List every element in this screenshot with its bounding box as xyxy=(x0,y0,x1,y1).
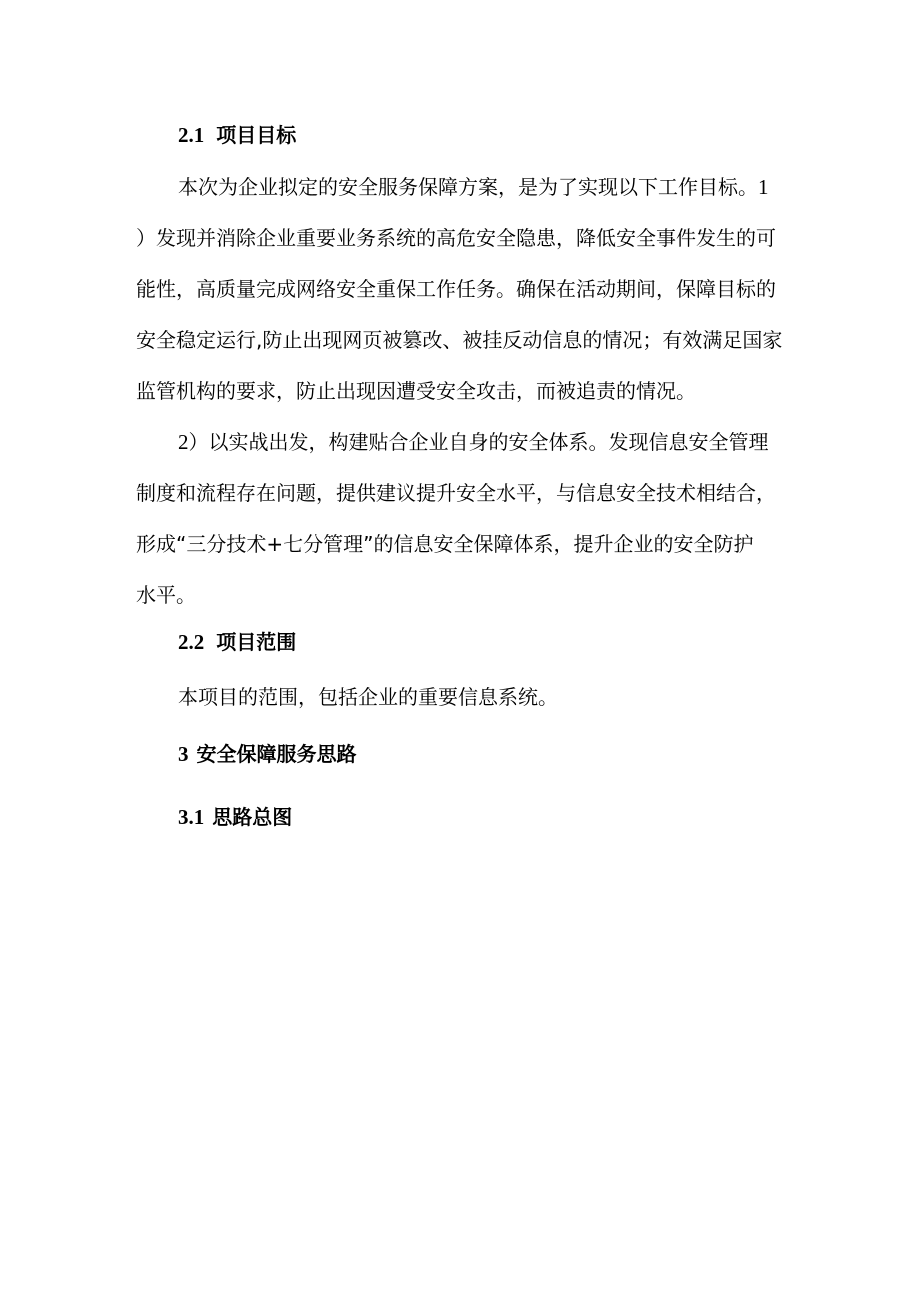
section-title: 项目范围 xyxy=(216,630,297,654)
paragraph-line: 2）以实战出发，构建贴合企业自身的安全体系。发现信息安全管理 xyxy=(178,430,769,454)
paragraph-line: 本次为企业拟定的安全服务保障方案，是为了实现以下工作目标。1 xyxy=(178,175,769,199)
paragraph-goal-1 xyxy=(136,162,786,417)
paragraph-line: 本项目的范围，包括企业的重要信息系统。 xyxy=(178,685,558,709)
paragraph-line: 制度和流程存在问题，提供建议提升安全水平，与信息安全技术相结合， xyxy=(136,481,776,505)
section-heading-3 xyxy=(178,740,357,768)
section-heading-2-2 xyxy=(178,628,296,656)
paragraph-goal-2 xyxy=(136,417,786,621)
section-number: 2.2 xyxy=(178,630,205,654)
paragraph-line: 能性，高质量完成网络安全重保工作任务。确保在活动期间，保障目标的 xyxy=(136,277,776,301)
paragraph-line: 水平。 xyxy=(136,583,196,607)
paragraph-line: 监管机构的要求，防止出现因遭受安全攻击，而被追责的情况。 xyxy=(136,379,696,403)
section-number: 3 xyxy=(178,742,189,766)
section-number: 2.1 xyxy=(178,123,205,147)
section-title: 思路总图 xyxy=(212,805,293,829)
paragraph-scope xyxy=(136,672,786,723)
section-heading-3-1 xyxy=(178,803,292,831)
paragraph-line: 安全稳定运行,防止出现网页被篡改、被挂反动信息的情况；有效满足国家 xyxy=(136,328,783,352)
paragraph-line: ）发现并消除企业重要业务系统的高危安全隐患，降低安全事件发生的可 xyxy=(136,226,776,250)
section-number: 3.1 xyxy=(178,805,205,829)
section-title: 安全保障服务思路 xyxy=(196,742,357,766)
section-heading-2-1 xyxy=(178,121,296,149)
section-title: 项目目标 xyxy=(216,123,297,147)
paragraph-line: 形成“三分技术+七分管理”的信息安全保障体系，提升企业的安全防护 xyxy=(136,532,754,556)
